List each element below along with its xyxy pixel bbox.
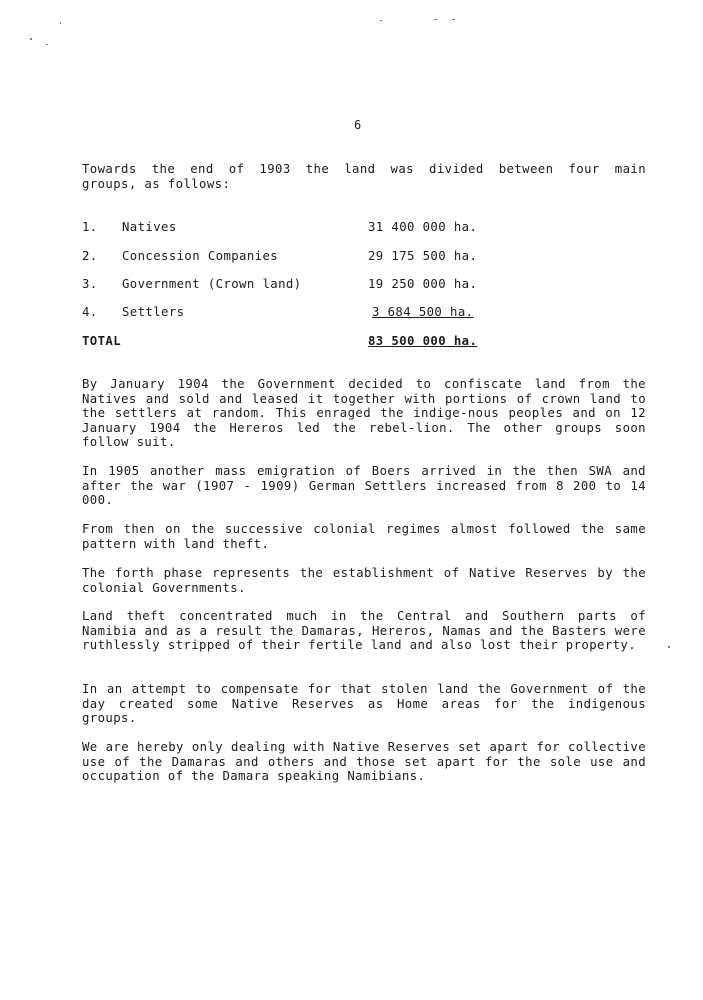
scan-speck — [46, 44, 48, 45]
paragraph-compensation: In an attempt to compensate for that stolen land the Government of the day created some Native Reserves as Home areas for the indigenous groups. — [82, 682, 646, 726]
paragraph-1905-emigration: In 1905 another mass emigration of Boers arrived in the then SWA and after the war (1907 - 1909) German Settlers increased from 8 200 to 14 000. — [82, 464, 646, 508]
row-number: 2. — [82, 249, 98, 263]
row-category: Settlers — [122, 305, 185, 319]
scan-speck — [30, 38, 32, 40]
scan-speck — [380, 20, 382, 21]
row-number: 1. — [82, 220, 98, 234]
row-number: 4. — [82, 305, 98, 319]
paragraph-colonial-regimes: From then on the successive colonial regimes almost followed the same pattern with land theft. — [82, 522, 646, 551]
page-number: 6 — [354, 118, 362, 132]
scan-speck — [668, 646, 670, 648]
row-amount: 3 684 500 ha. — [372, 305, 474, 319]
paragraph-1904-confiscation: By January 1904 the Government decided to confiscate land from the Natives and sold and leased it together with portions of crown land to the settlers at random. This enraged the indige-nous peoples and on 12 January 1904 the Hereros led the rebel-lion. The other groups soon follow suit. — [82, 377, 646, 450]
scan-speck — [60, 22, 61, 24]
row-amount: 31 400 000 ha. — [368, 220, 478, 234]
intro-line-2: groups, as follows: — [82, 177, 231, 191]
row-amount: 29 175 500 ha. — [368, 249, 478, 263]
paragraph-land-theft: Land theft concentrated much in the Central and Southern parts of Namibia and as a result the Damaras, Hereros, Namas and the Basters were ruthlessly stripped of their fertile land and also lost their property. — [82, 609, 646, 653]
row-category: Government (Crown land) — [122, 277, 302, 291]
intro-line-1: Towards the end of 1903 the land was divided between four main — [82, 162, 646, 176]
paragraph-forth-phase: The forth phase represents the establishment of Native Reserves by the colonial Governments. — [82, 566, 646, 595]
total-amount: 83 500 000 ha. — [368, 334, 478, 348]
row-number: 3. — [82, 277, 98, 291]
total-label: TOTAL — [82, 334, 122, 348]
paragraph-native-reserves: We are hereby only dealing with Native Reserves set apart for collective use of the Damaras and others and those set apart for the sole use and occupation of the Damara speaking Namibians. — [82, 740, 646, 784]
table-row — [82, 305, 502, 321]
table-row — [82, 220, 502, 236]
row-category: Natives — [122, 220, 177, 234]
row-amount: 19 250 000 ha. — [368, 277, 478, 291]
row-category: Concession Companies — [122, 249, 279, 263]
intro-paragraph — [82, 162, 646, 192]
table-row — [82, 277, 502, 293]
scan-speck — [434, 19, 437, 20]
table-total-row — [82, 334, 502, 350]
scan-speck — [452, 19, 455, 20]
table-row — [82, 249, 502, 265]
